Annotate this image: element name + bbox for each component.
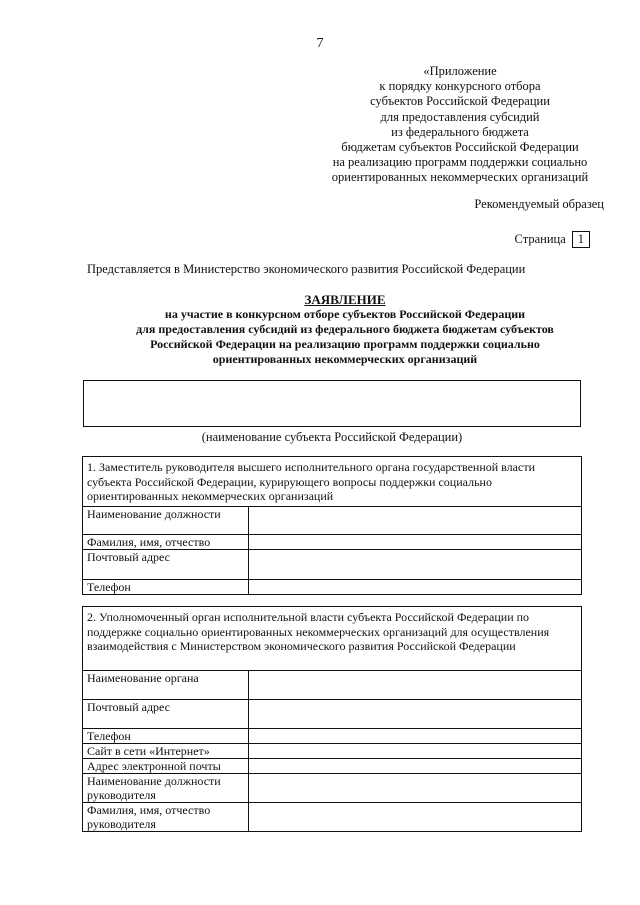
table-row bbox=[83, 550, 582, 580]
table-row bbox=[83, 774, 582, 803]
submitted-to-line: Представляется в Министерство экономического развития Российской Федерации bbox=[87, 262, 526, 276]
subject-name-field[interactable] bbox=[83, 380, 581, 427]
table-row bbox=[83, 535, 582, 550]
title-main: ЗАЯВЛЕНИЕ bbox=[304, 292, 386, 307]
field-label: Почтовый адрес bbox=[83, 550, 249, 580]
page-counter-label: Страница bbox=[514, 232, 566, 246]
field-label: Наименование должности руководителя bbox=[83, 774, 249, 803]
title-line: Российской Федерации на реализацию программ поддержки социально bbox=[150, 337, 540, 351]
page-number: 7 bbox=[316, 36, 324, 51]
subject-name-caption: (наименование субъекта Российской Федерации) bbox=[201, 430, 463, 444]
appendix-line: для предоставления субсидий bbox=[380, 109, 540, 124]
field-label: Фамилия, имя, отчество руководителя bbox=[83, 803, 249, 832]
field-value[interactable] bbox=[249, 729, 582, 744]
field-label: Наименование органа bbox=[83, 671, 249, 700]
field-label: Сайт в сети «Интернет» bbox=[83, 744, 249, 759]
section1-table bbox=[82, 456, 582, 595]
title-line: для предоставления субсидий из федерального бюджета бюджетам субъектов bbox=[136, 322, 554, 336]
field-value[interactable] bbox=[249, 535, 582, 550]
appendix-line: субъектов Российской Федерации bbox=[370, 94, 550, 109]
table-row bbox=[83, 700, 582, 729]
table-row bbox=[83, 729, 582, 744]
table-row bbox=[83, 507, 582, 535]
appendix-line: на реализацию программ поддержки социально bbox=[332, 155, 588, 170]
field-value[interactable] bbox=[249, 700, 582, 729]
field-label: Телефон bbox=[83, 729, 249, 744]
title-line: на участие в конкурсном отборе субъектов Российской Федерации bbox=[164, 307, 526, 321]
field-label: Адрес электронной почты bbox=[83, 759, 249, 774]
page-counter-box[interactable]: 1 bbox=[572, 231, 590, 248]
appendix-header bbox=[300, 64, 620, 186]
table-row bbox=[83, 671, 582, 700]
field-label: Наименование должности bbox=[83, 507, 249, 535]
field-value[interactable] bbox=[249, 580, 582, 595]
table-row bbox=[83, 803, 582, 832]
appendix-line: бюджетам субъектов Российской Федерации bbox=[341, 140, 579, 155]
table-row bbox=[83, 759, 582, 774]
field-value[interactable] bbox=[249, 671, 582, 700]
section1-header: 1. Заместитель руководителя высшего исполнительного органа государственной власти субъекта Российской Федерации, курирующего вопросы поддержки социально ориентированных некоммерческих организаций bbox=[83, 457, 582, 507]
section2-header: 2. Уполномоченный орган исполнительной власти субъекта Российской Федерации по поддержке социально ориентированных некоммерческих организаций для осуществления взаимодействия с Министерством экономического развития Российской Федерации bbox=[83, 607, 582, 671]
appendix-line: к порядку конкурсного отбора bbox=[379, 79, 541, 94]
section2-table bbox=[82, 606, 582, 832]
field-value[interactable] bbox=[249, 744, 582, 759]
appendix-line: ориентированных некоммерческих организаций bbox=[331, 170, 589, 185]
field-value[interactable] bbox=[249, 759, 582, 774]
appendix-line: из федерального бюджета bbox=[391, 124, 529, 139]
field-value[interactable] bbox=[249, 507, 582, 535]
field-label: Фамилия, имя, отчество bbox=[83, 535, 249, 550]
field-label: Почтовый адрес bbox=[83, 700, 249, 729]
page-counter bbox=[515, 231, 590, 248]
field-value[interactable] bbox=[249, 774, 582, 803]
title-line: ориентированных некоммерческих организаций bbox=[212, 352, 478, 366]
field-value[interactable] bbox=[249, 550, 582, 580]
table-row bbox=[83, 744, 582, 759]
appendix-line: «Приложение bbox=[423, 64, 497, 78]
recommended-sample-label: Рекомендуемый образец bbox=[474, 197, 604, 211]
application-title bbox=[60, 292, 630, 367]
field-label: Телефон bbox=[83, 580, 249, 595]
field-value[interactable] bbox=[249, 803, 582, 832]
table-row bbox=[83, 580, 582, 595]
